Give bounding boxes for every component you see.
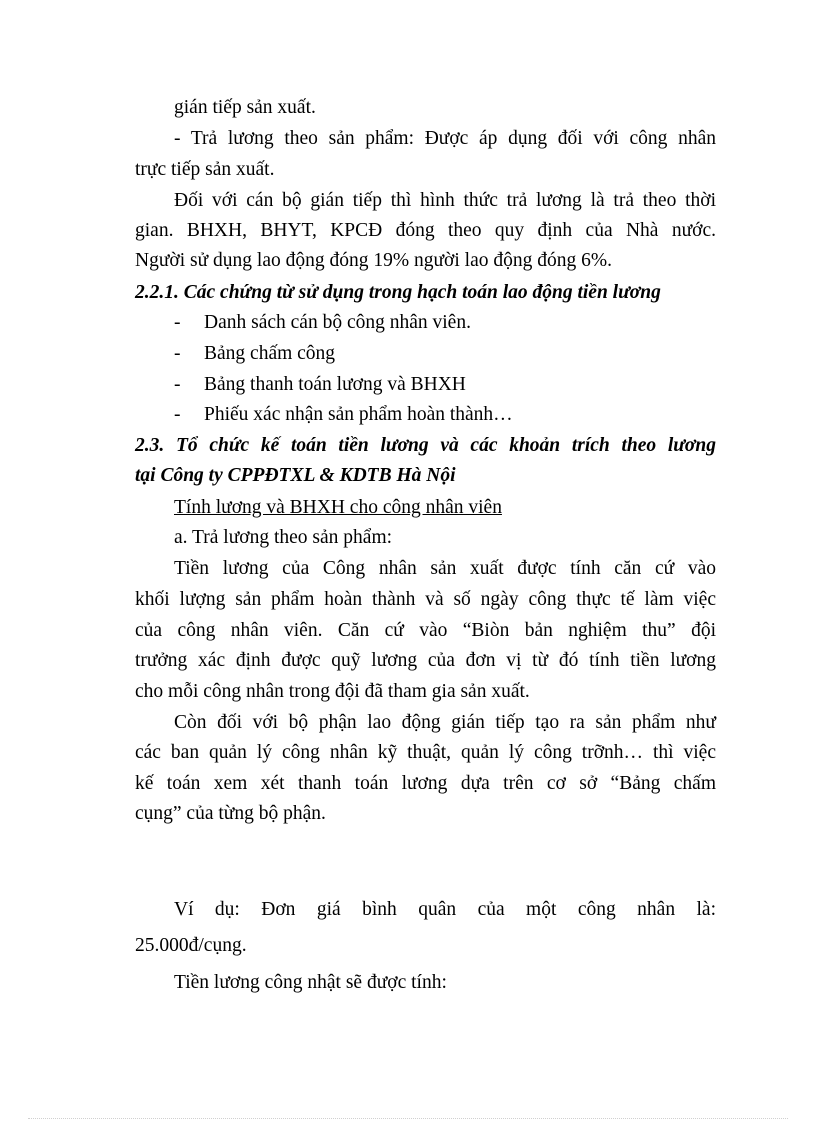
text-line: của công nhân viên. Căn cứ vào “Biòn bản nghiệm thu” đội bbox=[135, 620, 716, 641]
text-line: Còn đối với bộ phận lao động gián tiếp tạo ra sản phẩm như bbox=[174, 712, 716, 733]
subheading: Tính lương và BHXH cho công nhân viên bbox=[174, 497, 502, 518]
bullet-dash: - bbox=[174, 343, 181, 364]
text-line: gián tiếp sản xuất. bbox=[174, 97, 316, 118]
text-line: cho mỗi công nhân trong đội đã tham gia sản xuất. bbox=[135, 681, 530, 702]
list-item-text: Phiếu xác nhận sản phẩm hoàn thành… bbox=[204, 404, 513, 425]
section-heading: 2.2.1. Các chứng từ sử dụng trong hạch toán lao động tiền lương bbox=[135, 282, 661, 303]
text-line: 25.000đ/cụng. bbox=[135, 935, 247, 956]
list-item bbox=[174, 403, 513, 427]
text-line: trưởng xác định được quỹ lương của đơn vị từ đó tính tiền lương bbox=[135, 650, 716, 671]
section-heading: 2.3. Tổ chức kế toán tiền lương và các khoản trích theo lương bbox=[135, 435, 716, 456]
text-line: Tiền lương của Công nhân sản xuất được tính căn cứ vào bbox=[174, 558, 716, 579]
text-line: gian. BHXH, BHYT, KPCĐ đóng theo quy định của Nhà nước. bbox=[135, 220, 716, 241]
list-item bbox=[174, 342, 335, 366]
bullet-dash: - bbox=[174, 312, 181, 333]
text-line: Tiền lương công nhật sẽ được tính: bbox=[174, 972, 447, 993]
text-line: các ban quản lý công nhân kỹ thuật, quản lý công trỡnh… thì việc bbox=[135, 742, 716, 763]
bullet-dash: - bbox=[174, 404, 181, 425]
list-item bbox=[174, 311, 471, 335]
list-item-text: Bảng thanh toán lương và BHXH bbox=[204, 374, 466, 395]
text-line: trực tiếp sản xuất. bbox=[135, 159, 275, 180]
bullet-dash: - bbox=[174, 374, 181, 395]
text-line: khối lượng sản phẩm hoàn thành và số ngày công thực tế làm việc bbox=[135, 589, 716, 610]
list-item-text: Danh sách cán bộ công nhân viên. bbox=[204, 312, 471, 333]
text-line: Người sử dụng lao động đóng 19% người lao động đóng 6%. bbox=[135, 250, 612, 271]
page-bottom-divider bbox=[28, 1118, 788, 1119]
text-line: cụng” của từng bộ phận. bbox=[135, 803, 326, 824]
text-line: Ví dụ: Đơn giá bình quân của một công nhân là: bbox=[174, 899, 716, 920]
text-line: - Trả lương theo sản phẩm: Được áp dụng đối với công nhân bbox=[174, 128, 716, 149]
text-line: Đối với cán bộ gián tiếp thì hình thức trả lương là trả theo thời bbox=[174, 190, 716, 211]
section-heading-continued: tại Công ty CPPĐTXL & KDTB Hà Nội bbox=[135, 465, 456, 486]
list-item-text: Bảng chấm công bbox=[204, 343, 336, 364]
item-label: a. Trả lương theo sản phẩm: bbox=[174, 527, 393, 548]
list-item bbox=[174, 373, 466, 397]
text-line: kế toán xem xét thanh toán lương dựa trên cơ sở “Bảng chấm bbox=[135, 773, 716, 794]
